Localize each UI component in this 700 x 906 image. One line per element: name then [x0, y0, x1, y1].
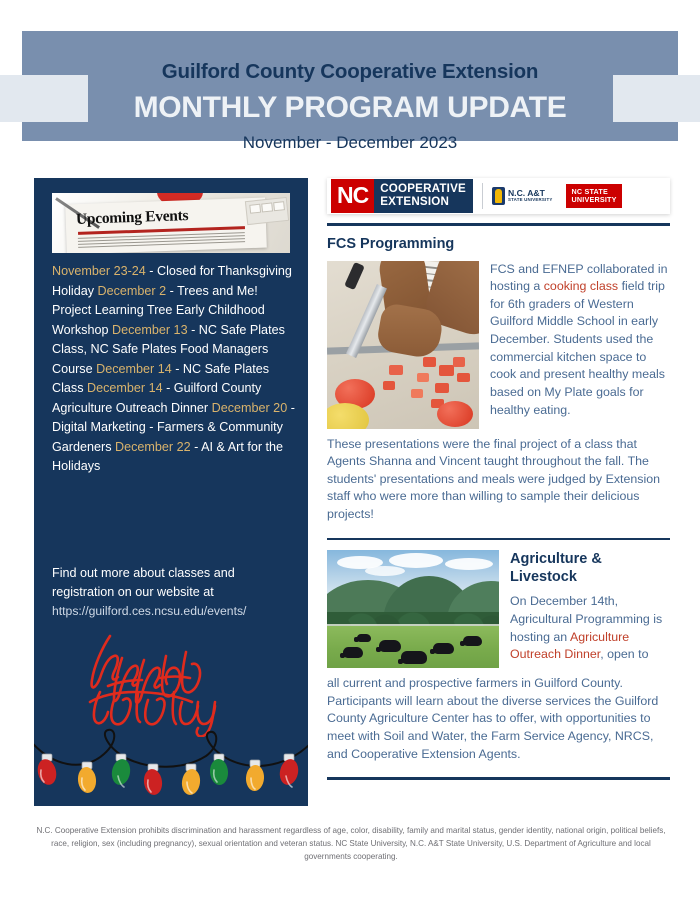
- coop-line-1: COOPERATIVE: [380, 182, 466, 196]
- event-name: - Digital Marketing - Farmers & Community Gardeners: [52, 400, 295, 454]
- fcs-text-part-2: field trip for 6th graders of Western Guilford Middle School in early December. Students used the commercial kitchen space to cook and present healthy meals based on My Plate goals for healthy eating.: [490, 279, 665, 417]
- cooperative-extension-wordmark: [374, 179, 473, 213]
- cattle-pasture-photo: [327, 550, 499, 668]
- ag-text-part-2: , open to: [600, 647, 649, 662]
- page-title: MONTHLY PROGRAM UPDATE: [133, 90, 567, 124]
- agriculture-continuation-paragraph: all current and prospective farmers in Guilford County. Participants will learn about the diverse services the Guilford County Agriculture Center has to offer, with opportunities to meet with Soil and Water, the Farm Service Agency, NRCS, and Cooperative Extension Agents.: [327, 676, 659, 761]
- event-date: December 20: [211, 400, 288, 415]
- footer-disclaimer: N.C. Cooperative Extension prohibits discrimination and harassment regardless of age, color, disability, family and marital status, gender identity, national origin, political beliefs, race, religion, sex (including pregnancy), sexual orientation and veteran status. NC State University, N.C. A&T State University, U.S. Department of Agriculture and local governments cooperating.: [36, 826, 666, 862]
- happy-holidays-script-art: [52, 622, 292, 737]
- ncsu-line-1: NC STATE: [571, 186, 608, 196]
- ag-highlight-outreach-dinner: Agriculture Outreach Dinner: [510, 629, 630, 662]
- ncsu-line-2: UNIVERSITY: [571, 195, 617, 204]
- organization-name: Guilford County Cooperative Extension: [161, 60, 539, 83]
- nc-state-university-logo: [566, 184, 621, 208]
- light-bulb: [77, 762, 98, 794]
- aggie-mascot-icon: [492, 187, 505, 205]
- section-fcs-programming: [327, 235, 670, 524]
- events-website-link[interactable]: https://guilford.ces.ncsu.edu/events/: [52, 603, 247, 618]
- registration-text: Find out more about classes and registration on our website at: [52, 566, 235, 599]
- nc-cooperative-extension-logo: [327, 178, 670, 214]
- event-date: December 14: [96, 361, 172, 376]
- upcoming-events-sidebar: [34, 178, 308, 806]
- event-date: December 13: [111, 322, 188, 337]
- event-date: December 2: [97, 283, 167, 298]
- registration-info: [52, 564, 296, 621]
- string-lights-art: [34, 726, 308, 806]
- section-title: FCS Programming: [327, 235, 455, 252]
- agriculture-text-block: [510, 550, 670, 668]
- event-name: - NC Safe Plates Class: [52, 361, 270, 396]
- header: [22, 31, 678, 171]
- fcs-continuation-paragraph: These presentations were the final project of a class that Agents Shanna and Vincent taught throughout the fall. The students' presentations and meals were judged by Extension staff who were more than willing to sample their delicious projects!: [327, 436, 660, 522]
- section-divider: [327, 777, 670, 780]
- agriculture-paragraph: [510, 593, 670, 663]
- events-list: [52, 262, 296, 477]
- event-name: - Guilford County Agriculture Outreach Dinner: [52, 381, 262, 415]
- at-name: N.C. A&T: [507, 188, 545, 199]
- section-divider: [327, 223, 670, 226]
- logo-divider: [482, 183, 483, 209]
- light-bulb: [277, 754, 300, 787]
- event-date: November 23-24: [52, 264, 146, 278]
- event-name: - NC Safe Plates Class, NC Safe Plates Food Managers Course: [52, 322, 285, 376]
- nc-at-university-logo: [492, 187, 553, 205]
- section-divider: [327, 538, 670, 541]
- ag-text-part-1: On December 14th, Agricultural Programming is hosting an: [510, 594, 663, 644]
- event-date: December 22: [115, 439, 191, 454]
- issue-dates: November - December 2023: [242, 133, 458, 153]
- newspaper-headline: Upcoming Events: [75, 206, 189, 228]
- event-name: - Trees and Me! Project Learning Tree Early Childhood Workshop: [52, 283, 265, 337]
- nc-logo-mark: NC: [331, 179, 374, 213]
- fcs-paragraph: [490, 261, 670, 429]
- at-subtitle: STATE UNIVERSITY: [507, 197, 553, 203]
- event-date: December 14: [87, 381, 163, 396]
- section-title: Agriculture & Livestock: [510, 551, 602, 586]
- fcs-text-part-1: FCS and EFNEP collaborated in hosting a: [490, 261, 668, 294]
- cooking-class-photo: [327, 261, 479, 429]
- light-bulb: [35, 754, 59, 787]
- light-bulb: [142, 764, 163, 796]
- event-name: - AI & Art for the Holidays: [52, 439, 284, 474]
- event-name: - Closed for Thanksgiving Holiday: [52, 264, 292, 298]
- section-agriculture-livestock: [327, 550, 670, 763]
- upcoming-events-newspaper-photo: [52, 193, 290, 253]
- main-content-column: [327, 178, 670, 780]
- coop-line-2: EXTENSION: [380, 194, 450, 208]
- fcs-highlight-cooking-class: cooking class: [543, 279, 619, 294]
- light-bulb: [180, 764, 201, 796]
